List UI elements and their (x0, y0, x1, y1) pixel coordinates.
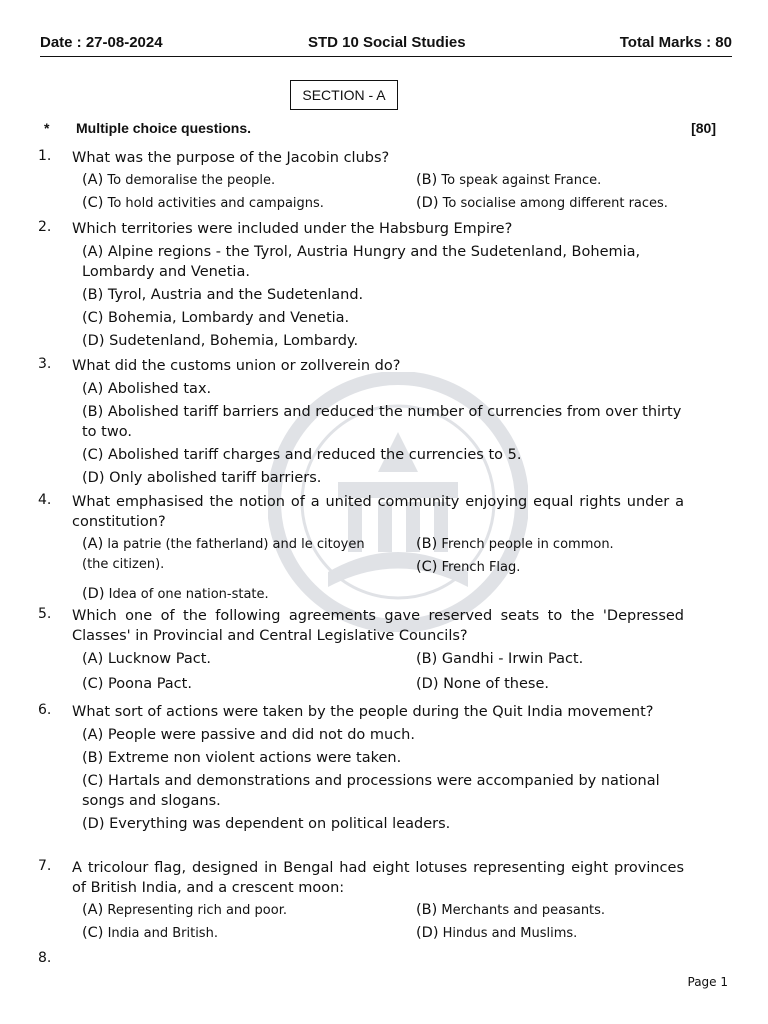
question-number: 7. (38, 858, 52, 874)
options-list (82, 379, 684, 488)
question-number: 6. (38, 702, 52, 718)
option-a: (A) Lucknow Pact. (82, 651, 211, 667)
options-grid (82, 646, 684, 694)
option-a: (A) Representing rich and poor. (82, 902, 287, 918)
options-list (82, 242, 684, 351)
question-5 (38, 606, 684, 694)
option-b: (B) Tyrol, Austria and the Sudetenland. (82, 287, 364, 303)
option-a: (A) Alpine regions - the Tyrol, Austria Hungry and the Sudetenland, Bohemia, Lombardy and Venetia. (82, 244, 641, 280)
option-d: (D) Sudetenland, Bohemia, Lombardy. (82, 333, 359, 349)
option-d: (D) Everything was dependent on political leaders. (82, 816, 451, 832)
options-grid (82, 532, 684, 605)
option-b: (B) To speak against France. (416, 172, 602, 188)
question-number: 1. (38, 148, 52, 164)
question-4 (38, 492, 684, 605)
option-c: (C) Poona Pact. (82, 676, 192, 692)
exam-title: STD 10 Social Studies (308, 34, 466, 51)
option-c: (C) To hold activities and campaigns. (82, 195, 324, 211)
question-number: 4. (38, 492, 52, 508)
total-marks: Total Marks : 80 (619, 34, 732, 51)
option-b: (B) Merchants and peasants. (416, 902, 606, 918)
option-a: (A) Abolished tax. (82, 381, 212, 397)
question-number: 5. (38, 606, 52, 622)
question-1 (38, 148, 684, 214)
question-text: What emphasised the notion of a united community enjoying equal rights under a constitution? (72, 494, 684, 530)
option-d: (D) Idea of one nation-state. (82, 586, 269, 602)
option-c: (C) French Flag. (416, 559, 521, 575)
question-text: What sort of actions were taken by the people during the Quit India movement? (72, 704, 654, 720)
question-3 (38, 356, 684, 488)
option-b: (B) Abolished tariff barriers and reduced the number of currencies from over thirty to two. (82, 404, 682, 440)
question-text: A tricolour flag, designed in Bengal had eight lotuses representing eight provinces of British India, and a crescent moon: (72, 860, 684, 896)
options-grid (82, 898, 684, 944)
exam-date: Date : 27-08-2024 (40, 34, 163, 51)
option-d: (D) None of these. (416, 676, 549, 692)
option-c: (C) Bohemia, Lombardy and Venetia. (82, 310, 350, 326)
question-text: Which territories were included under the Habsburg Empire? (72, 221, 513, 237)
option-d: (D) Only abolished tariff barriers. (82, 470, 322, 486)
options-list (82, 725, 684, 834)
option-c: (C) India and British. (82, 925, 218, 941)
question-text: What did the customs union or zollverein do? (72, 358, 401, 374)
options-grid (82, 168, 684, 214)
question-7 (38, 858, 684, 944)
question-6 (38, 702, 684, 834)
question-number: 3. (38, 356, 52, 372)
option-d: (D) To socialise among different races. (416, 195, 668, 211)
question-text: What was the purpose of the Jacobin clubs? (72, 150, 390, 166)
question-2 (38, 219, 684, 351)
option-b: (B) French people in common. (416, 536, 614, 552)
options-right-column (416, 532, 716, 578)
section-title: SECTION - A (290, 80, 398, 110)
option-d: (D) Hindus and Muslims. (416, 925, 578, 941)
option-a: (A) To demoralise the people. (82, 172, 276, 188)
question-number: 8. (38, 950, 52, 966)
page-header (40, 32, 732, 57)
option-b: (B) Gandhi - Irwin Pact. (416, 651, 584, 667)
option-a: (A) la patrie (the fatherland) and le citoyen (the citizen). (82, 536, 365, 572)
question-text: Which one of the following agreements gave reserved seats to the 'Depressed Classes' in Provincial and Central Legislative Councils? (72, 608, 684, 644)
mcq-heading-label: Multiple choice questions. (76, 120, 252, 136)
page-number: Page 1 (687, 975, 728, 989)
option-c: (C) Abolished tariff charges and reduced the currencies to 5. (82, 447, 522, 463)
mcq-heading (44, 120, 716, 140)
option-b: (B) Extreme non violent actions were taken. (82, 750, 402, 766)
bullet-star: * (44, 120, 50, 136)
option-c: (C) Hartals and demonstrations and processions were accompanied by national songs and slogans. (82, 773, 660, 809)
question-number: 2. (38, 219, 52, 235)
mcq-marks: [80] (691, 120, 716, 136)
option-a: (A) People were passive and did not do much. (82, 727, 415, 743)
